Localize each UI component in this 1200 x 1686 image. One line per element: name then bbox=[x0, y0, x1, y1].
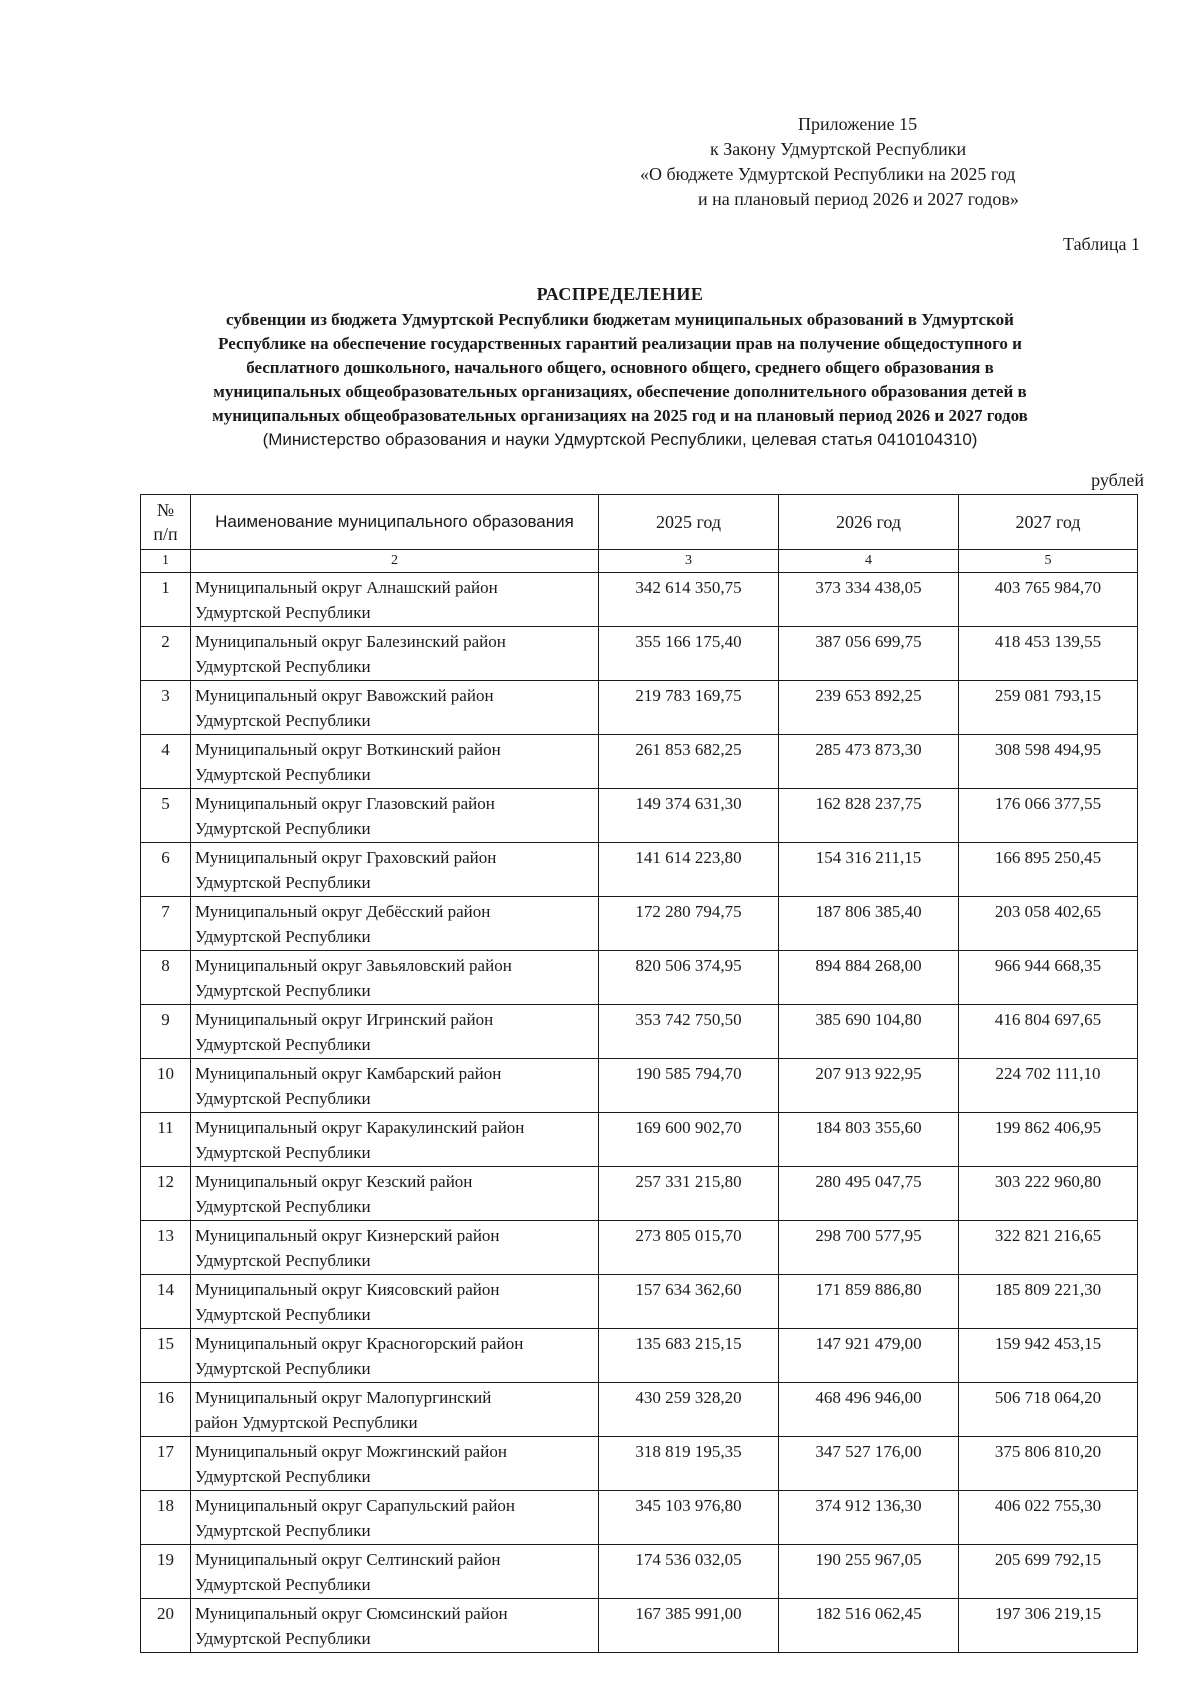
table-header-row bbox=[141, 495, 1138, 550]
municipality-name bbox=[191, 951, 599, 1005]
municipality-name-line2: Удмуртской Республики bbox=[195, 1629, 371, 1648]
amount-2027: 322 821 216,65 bbox=[959, 1221, 1138, 1275]
municipality-name-line2: Удмуртской Республики bbox=[195, 1575, 371, 1594]
municipality-name-line1: Муниципальный округ Киясовский район bbox=[195, 1280, 500, 1299]
row-number: 19 bbox=[141, 1545, 191, 1599]
column-header-2026: 2026 год bbox=[779, 495, 959, 550]
municipality-name-line2: Удмуртской Республики bbox=[195, 603, 371, 622]
table-row bbox=[141, 1005, 1138, 1059]
row-number: 3 bbox=[141, 681, 191, 735]
municipality-name-line1: Муниципальный округ Можгинский район bbox=[195, 1442, 507, 1461]
amount-2026: 374 912 136,30 bbox=[779, 1491, 959, 1545]
municipality-name bbox=[191, 1329, 599, 1383]
amount-2027: 403 765 984,70 bbox=[959, 573, 1138, 627]
amount-2026: 187 806 385,40 bbox=[779, 897, 959, 951]
amount-2026: 373 334 438,05 bbox=[779, 573, 959, 627]
table-row bbox=[141, 1167, 1138, 1221]
municipality-name bbox=[191, 897, 599, 951]
row-number: 16 bbox=[141, 1383, 191, 1437]
table-row bbox=[141, 735, 1138, 789]
table-row bbox=[141, 951, 1138, 1005]
municipality-name bbox=[191, 843, 599, 897]
row-number: 17 bbox=[141, 1437, 191, 1491]
law-period: и на плановый период 2026 и 2027 годов» bbox=[698, 189, 1019, 209]
amount-2026: 468 496 946,00 bbox=[779, 1383, 959, 1437]
amount-2027: 203 058 402,65 bbox=[959, 897, 1138, 951]
municipality-name bbox=[191, 1275, 599, 1329]
amount-2027: 205 699 792,15 bbox=[959, 1545, 1138, 1599]
municipality-name-line1: Муниципальный округ Глазовский район bbox=[195, 794, 495, 813]
amount-2027: 506 718 064,20 bbox=[959, 1383, 1138, 1437]
table-row bbox=[141, 1059, 1138, 1113]
appendix-number: Приложение 15 bbox=[798, 114, 918, 134]
amount-2027: 375 806 810,20 bbox=[959, 1437, 1138, 1491]
municipality-name-line2: Удмуртской Республики bbox=[195, 927, 371, 946]
municipality-name-line2: Удмуртской Республики bbox=[195, 1305, 371, 1324]
column-index: 2 bbox=[191, 550, 599, 573]
table-row bbox=[141, 1221, 1138, 1275]
municipality-name-line1: Муниципальный округ Кезский район bbox=[195, 1172, 473, 1191]
amount-2027: 966 944 668,35 bbox=[959, 951, 1138, 1005]
municipality-name-line1: Муниципальный округ Алнашский район bbox=[195, 578, 498, 597]
document-subtitle bbox=[120, 308, 1120, 428]
row-number: 11 bbox=[141, 1113, 191, 1167]
row-number: 2 bbox=[141, 627, 191, 681]
amount-2026: 285 473 873,30 bbox=[779, 735, 959, 789]
amount-2027: 176 066 377,55 bbox=[959, 789, 1138, 843]
law-title: «О бюджете Удмуртской Республики на 2025 год bbox=[640, 164, 1016, 184]
amount-2025: 172 280 794,75 bbox=[599, 897, 779, 951]
ministry-note: (Министерство образования и науки Удмуртской Республики, целевая статья 0410104310) bbox=[262, 430, 978, 449]
table-row bbox=[141, 1545, 1138, 1599]
municipality-name-line1: Муниципальный округ Камбарский район bbox=[195, 1064, 502, 1083]
amount-2025: 345 103 976,80 bbox=[599, 1491, 779, 1545]
table-row bbox=[141, 573, 1138, 627]
row-number: 7 bbox=[141, 897, 191, 951]
amount-2025: 820 506 374,95 bbox=[599, 951, 779, 1005]
amount-2025: 318 819 195,35 bbox=[599, 1437, 779, 1491]
row-number: 1 bbox=[141, 573, 191, 627]
amount-2027: 197 306 219,15 bbox=[959, 1599, 1138, 1653]
column-index: 3 bbox=[599, 550, 779, 573]
municipality-name-line1: Муниципальный округ Сарапульский район bbox=[195, 1496, 516, 1515]
table-body bbox=[141, 573, 1138, 1653]
table-row bbox=[141, 1599, 1138, 1653]
subtitle-line: муниципальных общеобразовательных организациях на 2025 год и на плановый период 2026 и 2027 годов bbox=[212, 406, 1028, 425]
row-number: 8 bbox=[141, 951, 191, 1005]
column-index: 4 bbox=[779, 550, 959, 573]
municipality-name-line1: Муниципальный округ Граховский район bbox=[195, 848, 497, 867]
table-row bbox=[141, 1275, 1138, 1329]
amount-2026: 894 884 268,00 bbox=[779, 951, 959, 1005]
municipality-name-line1: Муниципальный округ Кизнерский район bbox=[195, 1226, 500, 1245]
amount-2025: 355 166 175,40 bbox=[599, 627, 779, 681]
municipality-name bbox=[191, 789, 599, 843]
column-index-row bbox=[141, 550, 1138, 573]
table-row bbox=[141, 1113, 1138, 1167]
municipality-name bbox=[191, 1545, 599, 1599]
table-row bbox=[141, 789, 1138, 843]
municipality-name-line2: Удмуртской Республики bbox=[195, 765, 371, 784]
amount-2026: 280 495 047,75 bbox=[779, 1167, 959, 1221]
municipality-name-line2: Удмуртской Республики bbox=[195, 1251, 371, 1270]
amount-2025: 149 374 631,30 bbox=[599, 789, 779, 843]
municipality-name-line2: Удмуртской Республики bbox=[195, 1359, 371, 1378]
table-row bbox=[141, 897, 1138, 951]
appendix-header bbox=[640, 112, 1100, 212]
municipality-name bbox=[191, 627, 599, 681]
table-label: Таблица 1 bbox=[1063, 234, 1140, 254]
table-row bbox=[141, 1329, 1138, 1383]
municipality-name-line2: Удмуртской Республики bbox=[195, 819, 371, 838]
municipality-name bbox=[191, 1059, 599, 1113]
amount-2026: 182 516 062,45 bbox=[779, 1599, 959, 1653]
row-number: 5 bbox=[141, 789, 191, 843]
municipality-name bbox=[191, 1221, 599, 1275]
amount-2025: 174 536 032,05 bbox=[599, 1545, 779, 1599]
municipality-name-line2: Удмуртской Республики bbox=[195, 1197, 371, 1216]
amount-2027: 416 804 697,65 bbox=[959, 1005, 1138, 1059]
municipality-name bbox=[191, 1599, 599, 1653]
amount-2025: 261 853 682,25 bbox=[599, 735, 779, 789]
column-header-name: Наименование муниципального образования bbox=[191, 495, 599, 550]
amount-2026: 347 527 176,00 bbox=[779, 1437, 959, 1491]
amount-2026: 239 653 892,25 bbox=[779, 681, 959, 735]
column-header-2025: 2025 год bbox=[599, 495, 779, 550]
municipality-name bbox=[191, 1437, 599, 1491]
table-row bbox=[141, 681, 1138, 735]
amount-2026: 162 828 237,75 bbox=[779, 789, 959, 843]
municipality-name bbox=[191, 735, 599, 789]
amount-2027: 259 081 793,15 bbox=[959, 681, 1138, 735]
amount-2026: 190 255 967,05 bbox=[779, 1545, 959, 1599]
column-header-2027: 2027 год bbox=[959, 495, 1138, 550]
municipality-name-line1: Муниципальный округ Игринский район bbox=[195, 1010, 494, 1029]
municipality-name bbox=[191, 573, 599, 627]
municipality-name-line2: Удмуртской Республики bbox=[195, 1143, 371, 1162]
municipality-name-line1: Муниципальный округ Завьяловский район bbox=[195, 956, 512, 975]
row-number: 9 bbox=[141, 1005, 191, 1059]
column-index: 5 bbox=[959, 550, 1138, 573]
municipality-name-line1: Муниципальный округ Сюмсинский район bbox=[195, 1604, 508, 1623]
municipality-name-line1: Муниципальный округ Каракулинский район bbox=[195, 1118, 525, 1137]
row-number: 18 bbox=[141, 1491, 191, 1545]
amount-2027: 418 453 139,55 bbox=[959, 627, 1138, 681]
municipality-name-line1: Муниципальный округ Воткинский район bbox=[195, 740, 501, 759]
table-row bbox=[141, 1491, 1138, 1545]
amount-2027: 406 022 755,30 bbox=[959, 1491, 1138, 1545]
law-reference: к Закону Удмуртской Республики bbox=[710, 139, 967, 159]
table-row bbox=[141, 1437, 1138, 1491]
municipality-name-line2: Удмуртской Республики bbox=[195, 981, 371, 1000]
municipality-name-line2: Удмуртской Республики bbox=[195, 711, 371, 730]
municipality-name-line2: Удмуртской Республики bbox=[195, 873, 371, 892]
subtitle-line: бесплатного дошкольного, начального общего, основного общего, среднего общего образования в bbox=[246, 358, 994, 377]
amount-2027: 185 809 221,30 bbox=[959, 1275, 1138, 1329]
amount-2025: 353 742 750,50 bbox=[599, 1005, 779, 1059]
subtitle-line: Республике на обеспечение государственных гарантий реализации прав на получение общедоступного и bbox=[218, 334, 1022, 353]
amount-2025: 273 805 015,70 bbox=[599, 1221, 779, 1275]
municipality-name-line2: Удмуртской Республики bbox=[195, 657, 371, 676]
municipality-name-line1: Муниципальный округ Селтинский район bbox=[195, 1550, 501, 1569]
column-index: 1 bbox=[141, 550, 191, 573]
municipality-name-line1: Муниципальный округ Малопургинский bbox=[195, 1388, 492, 1407]
row-number: 6 bbox=[141, 843, 191, 897]
amount-2026: 171 859 886,80 bbox=[779, 1275, 959, 1329]
row-number: 14 bbox=[141, 1275, 191, 1329]
amount-2026: 147 921 479,00 bbox=[779, 1329, 959, 1383]
row-number: 10 bbox=[141, 1059, 191, 1113]
municipality-name bbox=[191, 1167, 599, 1221]
municipality-name-line1: Муниципальный округ Красногорский район bbox=[195, 1334, 524, 1353]
document-title-block bbox=[120, 282, 1120, 452]
municipality-name-line1: Муниципальный округ Вавожский район bbox=[195, 686, 494, 705]
table-row bbox=[141, 843, 1138, 897]
municipality-name bbox=[191, 681, 599, 735]
amount-2025: 219 783 169,75 bbox=[599, 681, 779, 735]
amount-2026: 154 316 211,15 bbox=[779, 843, 959, 897]
subtitle-line: субвенции из бюджета Удмуртской Республики бюджетам муниципальных образований в Удмуртской bbox=[226, 310, 1014, 329]
row-number: 12 bbox=[141, 1167, 191, 1221]
municipality-name-line1: Муниципальный округ Балезинский район bbox=[195, 632, 506, 651]
amount-2027: 224 702 111,10 bbox=[959, 1059, 1138, 1113]
document-title: РАСПРЕДЕЛЕНИЕ bbox=[536, 284, 704, 304]
amount-2027: 308 598 494,95 bbox=[959, 735, 1138, 789]
amount-2027: 199 862 406,95 bbox=[959, 1113, 1138, 1167]
row-number: 4 bbox=[141, 735, 191, 789]
amount-2026: 298 700 577,95 bbox=[779, 1221, 959, 1275]
amount-2026: 184 803 355,60 bbox=[779, 1113, 959, 1167]
amount-2025: 257 331 215,80 bbox=[599, 1167, 779, 1221]
municipality-name bbox=[191, 1383, 599, 1437]
amount-2025: 167 385 991,00 bbox=[599, 1599, 779, 1653]
units-label: рублей bbox=[1091, 470, 1144, 490]
municipality-name-line2: Удмуртской Республики bbox=[195, 1089, 371, 1108]
municipality-name-line2: район Удмуртской Республики bbox=[195, 1413, 418, 1432]
municipality-name-line2: Удмуртской Республики bbox=[195, 1035, 371, 1054]
municipality-name-line1: Муниципальный округ Дебёсский район bbox=[195, 902, 491, 921]
amount-2025: 135 683 215,15 bbox=[599, 1329, 779, 1383]
municipality-name bbox=[191, 1005, 599, 1059]
amount-2027: 159 942 453,15 bbox=[959, 1329, 1138, 1383]
row-number: 15 bbox=[141, 1329, 191, 1383]
amount-2027: 303 222 960,80 bbox=[959, 1167, 1138, 1221]
table-row bbox=[141, 1383, 1138, 1437]
row-number: 13 bbox=[141, 1221, 191, 1275]
amount-2026: 387 056 699,75 bbox=[779, 627, 959, 681]
municipality-name bbox=[191, 1113, 599, 1167]
amount-2025: 342 614 350,75 bbox=[599, 573, 779, 627]
row-number: 20 bbox=[141, 1599, 191, 1653]
amount-2026: 207 913 922,95 bbox=[779, 1059, 959, 1113]
amount-2025: 157 634 362,60 bbox=[599, 1275, 779, 1329]
amount-2025: 190 585 794,70 bbox=[599, 1059, 779, 1113]
municipality-name-line2: Удмуртской Республики bbox=[195, 1467, 371, 1486]
distribution-table bbox=[140, 494, 1138, 1653]
amount-2027: 166 895 250,45 bbox=[959, 843, 1138, 897]
municipality-name bbox=[191, 1491, 599, 1545]
column-header-number: № п/п bbox=[141, 495, 191, 550]
amount-2026: 385 690 104,80 bbox=[779, 1005, 959, 1059]
subtitle-line: муниципальных общеобразовательных организациях, обеспечение дополнительного образования детей в bbox=[213, 382, 1027, 401]
table-row bbox=[141, 627, 1138, 681]
amount-2025: 430 259 328,20 bbox=[599, 1383, 779, 1437]
amount-2025: 169 600 902,70 bbox=[599, 1113, 779, 1167]
amount-2025: 141 614 223,80 bbox=[599, 843, 779, 897]
municipality-name-line2: Удмуртской Республики bbox=[195, 1521, 371, 1540]
